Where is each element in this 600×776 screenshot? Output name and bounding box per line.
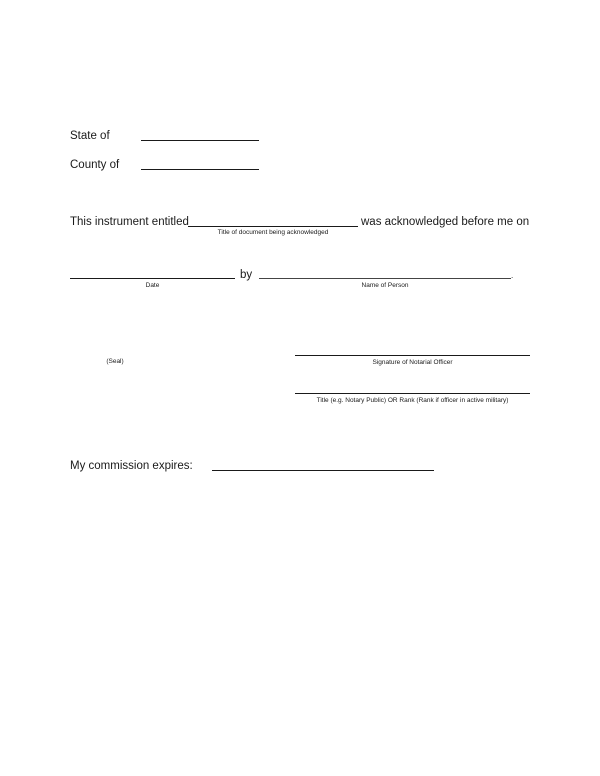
date-field-line[interactable]	[70, 278, 235, 279]
by-label: by	[240, 269, 253, 281]
state-field-line[interactable]	[141, 140, 259, 141]
title-rank-line[interactable]	[295, 393, 530, 394]
instrument-label: This instrument entitled	[70, 216, 189, 228]
county-field-line[interactable]	[141, 169, 259, 170]
state-label: State of	[70, 130, 110, 142]
signature-line[interactable]	[295, 355, 530, 356]
name-caption: Name of Person	[361, 282, 409, 289]
title-caption: Title of document being acknowledged	[217, 229, 329, 236]
document-title-line[interactable]	[188, 226, 358, 227]
acknowledged-label: was acknowledged before me on	[361, 216, 530, 228]
period-mark: .	[511, 271, 514, 280]
commission-field-line[interactable]	[212, 470, 434, 471]
rank-caption: Title (e.g. Notary Public) OR Rank (Rank if officer in active military)	[316, 397, 509, 404]
signature-caption: Signature of Notarial Officer	[372, 359, 453, 366]
person-name-line[interactable]	[259, 278, 511, 279]
seal-label: (Seal)	[106, 358, 124, 365]
date-caption: Date	[145, 282, 160, 289]
county-label: County of	[70, 159, 120, 171]
commission-label: My commission expires:	[70, 460, 193, 472]
